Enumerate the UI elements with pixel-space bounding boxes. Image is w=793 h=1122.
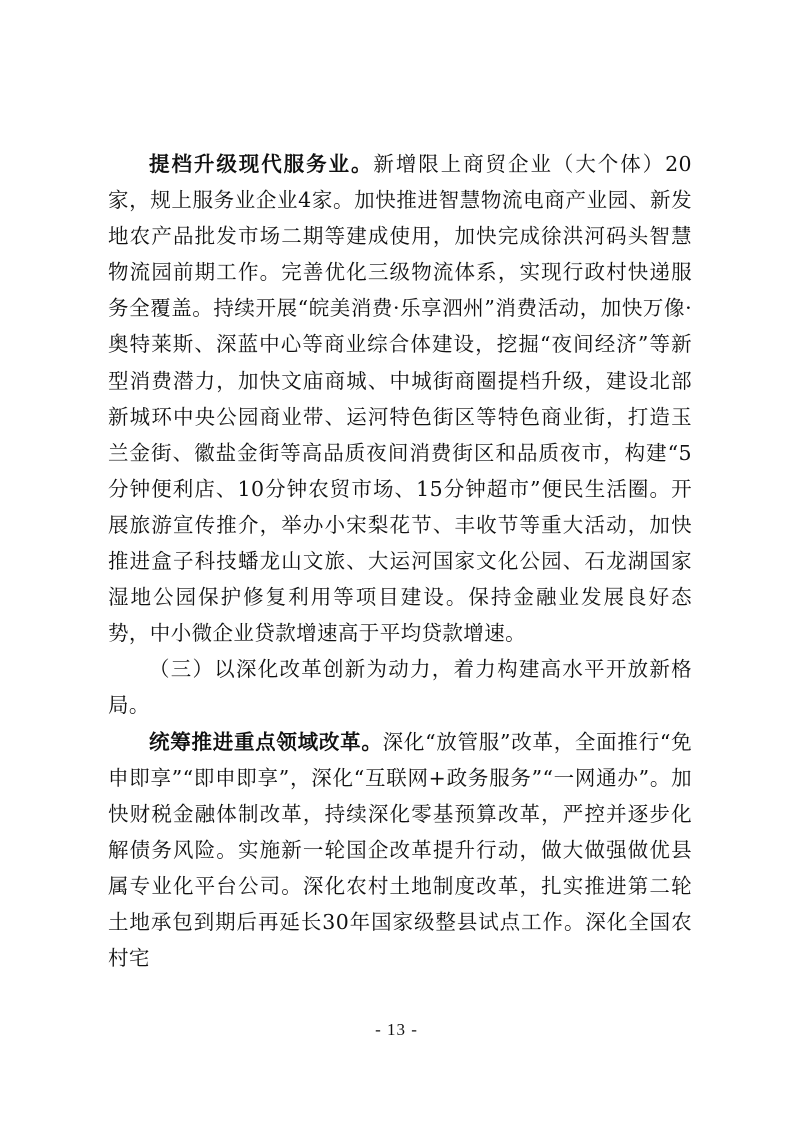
section-heading-text: （三）以深化改革创新为动力，着力构建高水平开放新格局。 [108, 657, 692, 718]
section-heading-reform [108, 651, 692, 723]
paragraph-body: 新增限上商贸企业（大个体）20家，规上服务业企业4家。加快推进智慧物流电商产业园、新发地农产品批发市场二期等建成使用，加快完成徐洪河码头智慧物流园前期工作。完善优化三级物流体系，实现行政村快递服务全覆盖。持续开展“皖美消费·乐享泗州”消费活动，加快万像·奥特莱斯、深蓝中心等商业综合体建设，挖掘“夜间经济”等新型消费潜力，加快文庙商城、中城街商圈提档升级，建设北部新城环中央公园商业带、运河特色街区等特色商业街，打造玉兰金街、徽盐金街等高品质夜间消费街区和品质夜市，构建“5分钟便利店、10分钟农贸市场、15分钟超市”便民生活圈。开展旅游宣传推介，举办小宋梨花节、丰收节等重大活动，加快推进盒子科技蟠龙山文旅、大运河国家文化公园、石龙湖国家湿地公园保护修复利用等项目建设。保持金融业发展良好态势，中小微企业贷款增速高于平均贷款增速。 [108, 152, 693, 646]
paragraph-lead: 统筹推进重点领域改革。 [149, 729, 383, 754]
body-text [108, 146, 692, 976]
paragraph-body: 深化“放管服”改革，全面推行“免申即享”“即申即享”，深化“互联网+政务服务”“一网通办”。加快财税金融体制改革，持续深化零基预算改革，严控并逐步化解债务风险。实施新一轮国企改革提升行动，做大做强做优县属专业化平台公司。深化农村土地制度改革，扎实推进第二轮土地承包到期后再延长30年国家级整县试点工作。深化全国农村宅 [108, 729, 692, 971]
paragraph-key-reforms [108, 724, 692, 977]
paragraph-modern-services [108, 146, 692, 651]
paragraph-lead: 提档升级现代服务业。 [149, 152, 374, 176]
page-number: - 13 - [375, 1020, 418, 1039]
